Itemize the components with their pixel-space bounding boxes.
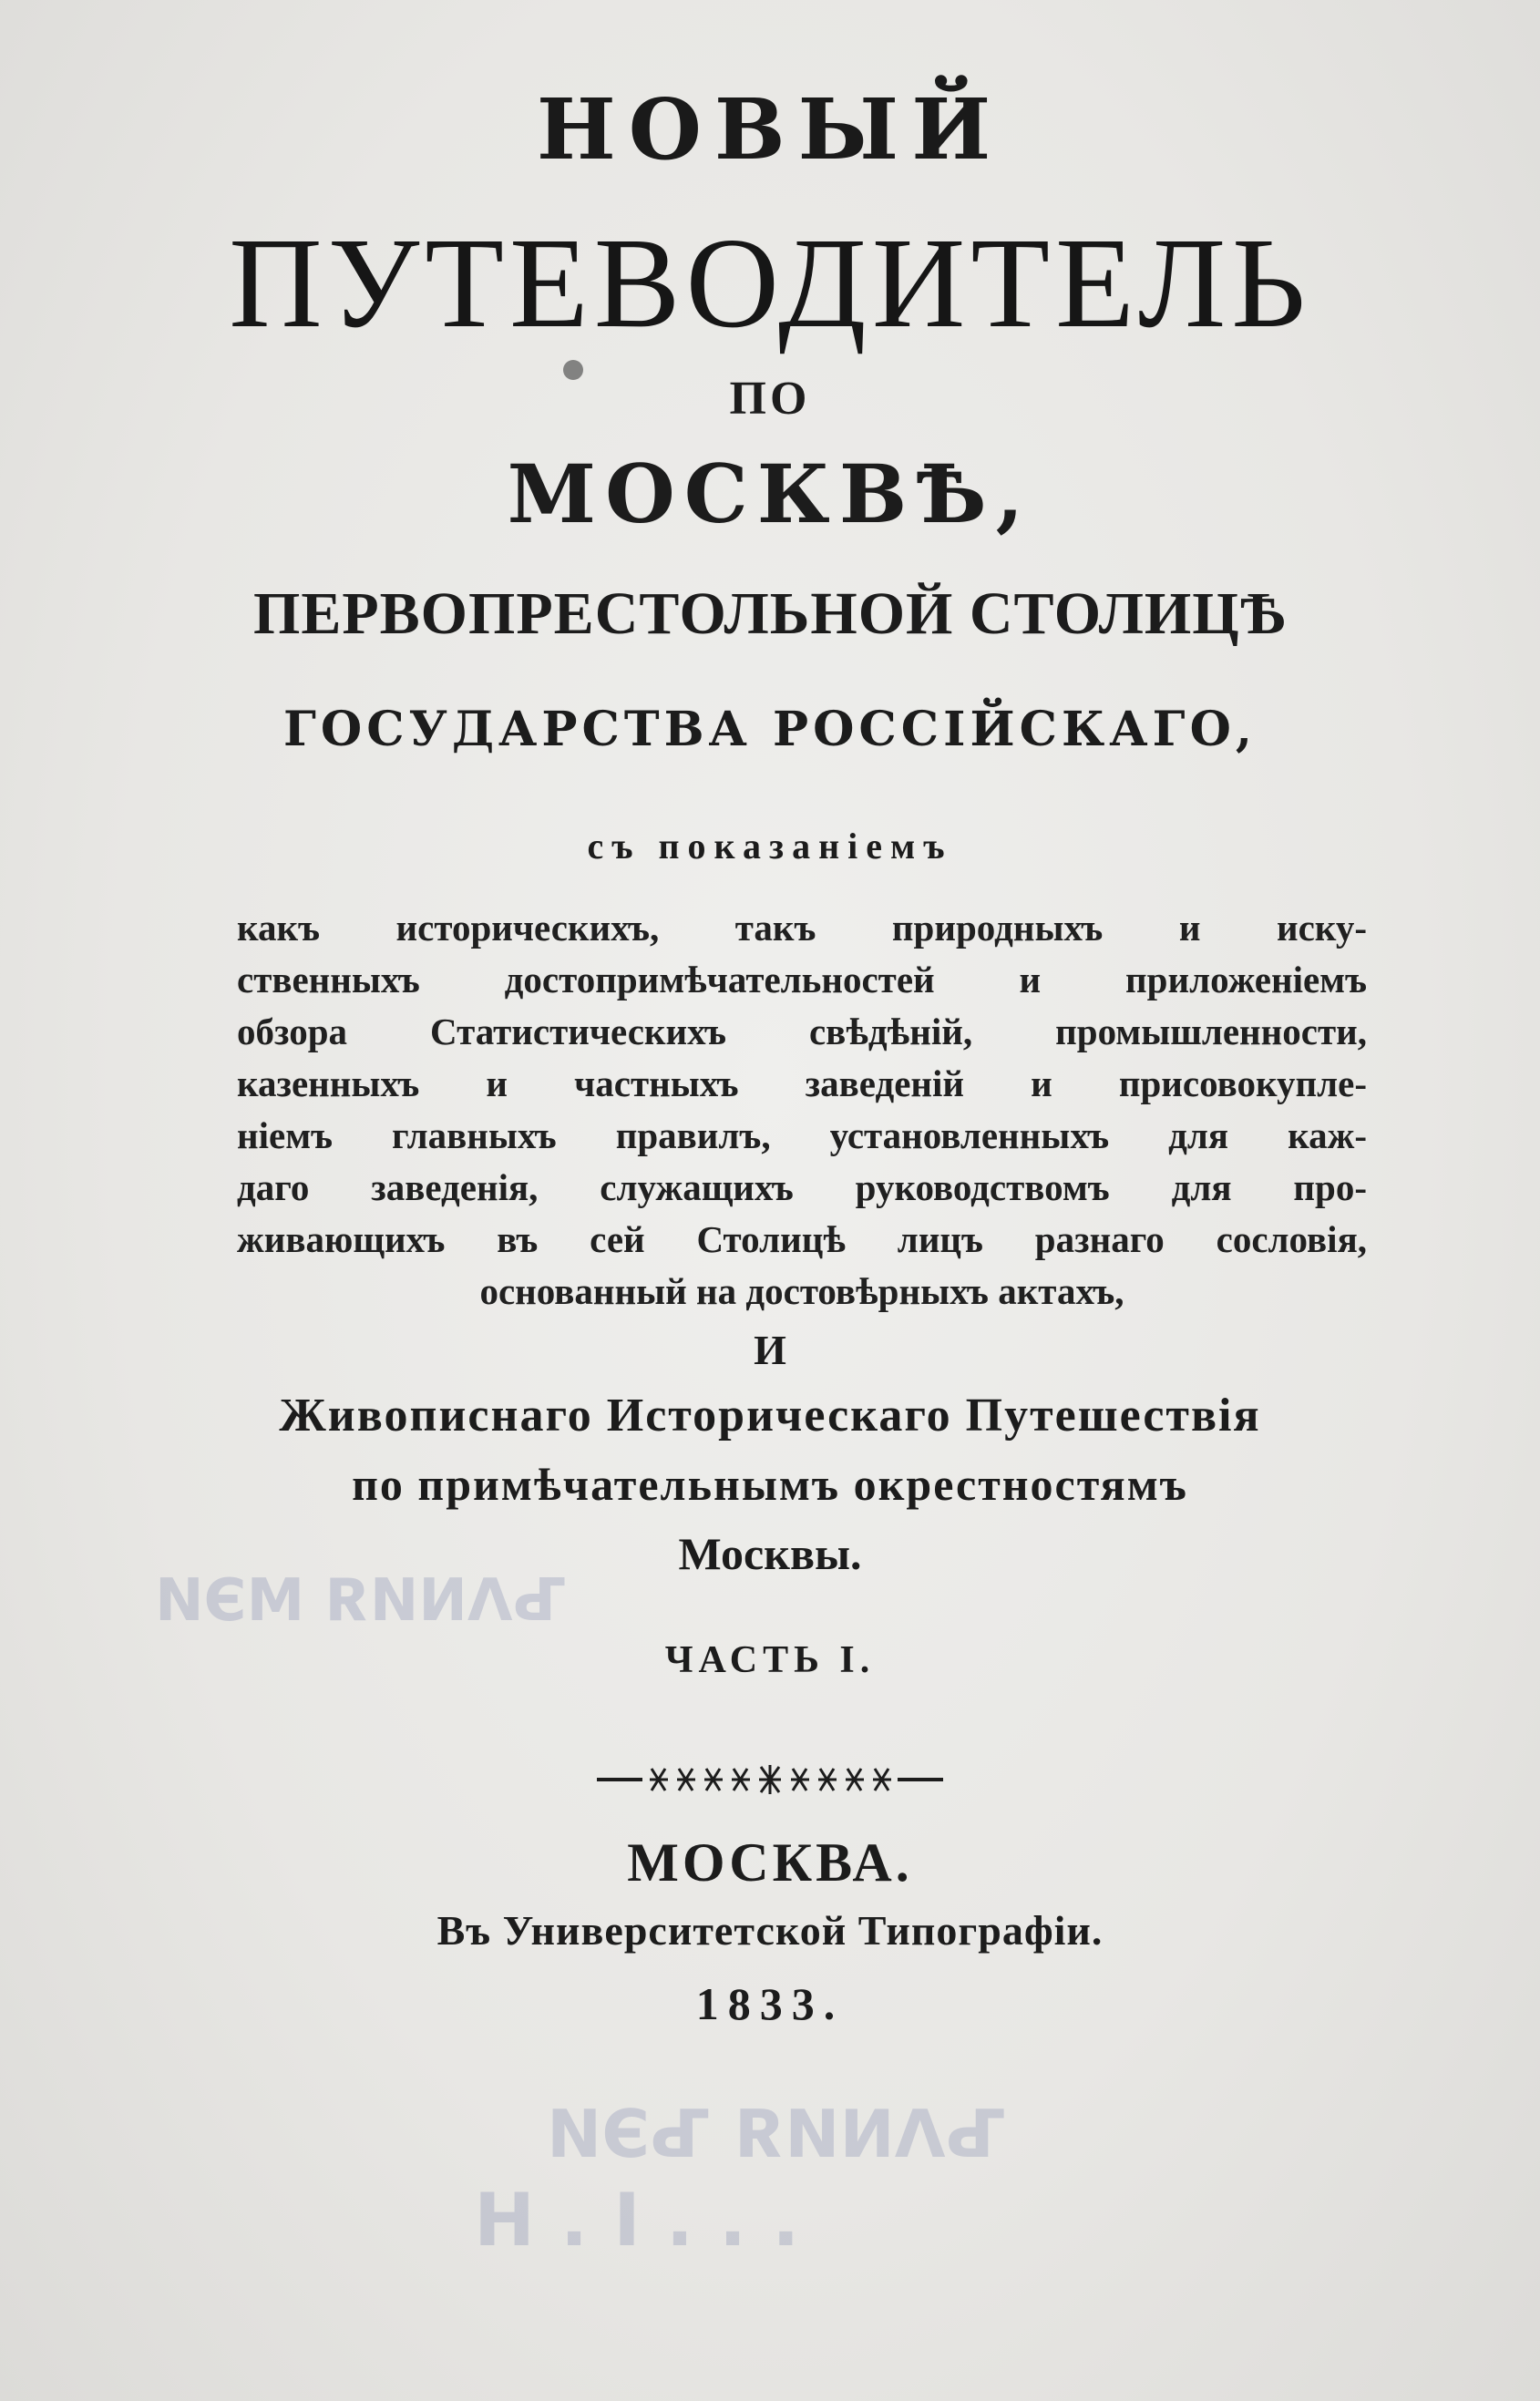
description-line: ніемъ главныхъ правилъ, установленныхъ для каж- — [237, 1114, 1367, 1156]
description-line: обзора Статистическихъ свѣдѣній, промышленности, — [237, 1011, 1367, 1052]
title-line-po: ПО — [729, 373, 811, 425]
description-paragraph — [237, 902, 1367, 1318]
title-line-new: НОВЫЙ — [536, 80, 1004, 179]
title-line-state: ГОСУДАРСТВА РОССІЙСКАГО, — [283, 702, 1257, 757]
description-line: живающихъ въ сей Столицѣ лицъ разнаго сословія, — [237, 1218, 1367, 1260]
description-line: даго заведенія, служащихъ руководствомъ для про- — [237, 1166, 1367, 1208]
subtitle: съ показаніемъ — [587, 826, 953, 867]
ornament-icon — [597, 1761, 943, 1798]
description-line: какъ историческихъ, такъ природныхъ и иску- — [237, 907, 1367, 949]
description-line: казенныхъ и частныхъ заведеній и присовокупле- — [237, 1062, 1367, 1104]
journey-line-1: Живописнаго Историческаго Путешествія — [279, 1390, 1261, 1442]
ornament-divider — [0, 1761, 1540, 1798]
library-stamp-faint: ЪΛΝИЯ ЪЭИ — [547, 2096, 1008, 2172]
journey-line-3: Москвы. — [678, 1528, 862, 1579]
imprint-year: 1833. — [695, 1978, 845, 2029]
library-stamp-faint: . . . Ι . Η — [474, 2178, 800, 2262]
imprint-press: Въ Университетской Типографіи. — [436, 1907, 1104, 1954]
library-stamp-faint: ЪΛΝИЯ МЭИ — [155, 1567, 568, 1635]
conjunction: И — [754, 1327, 786, 1373]
part-number: ЧАСТЬ I. — [664, 1639, 876, 1681]
imprint-city: МОСКВА. — [627, 1832, 913, 1893]
journey-line-2: по примѣчательнымъ окрестностямъ — [352, 1459, 1188, 1510]
description-line: ственныхъ достопримѣчательностей и приложеніемъ — [237, 959, 1367, 1000]
title-line-moscow: МОСКВѢ, — [507, 446, 1033, 541]
description-line: основанный на достовѣрныхъ актахъ, — [479, 1270, 1124, 1312]
title-line-capital: ПЕРВОПРЕСТОЛЬНОЙ СТОЛИЦѢ — [252, 580, 1287, 647]
title-line-guide: ПУТЕВОДИТЕЛЬ — [229, 210, 1311, 354]
